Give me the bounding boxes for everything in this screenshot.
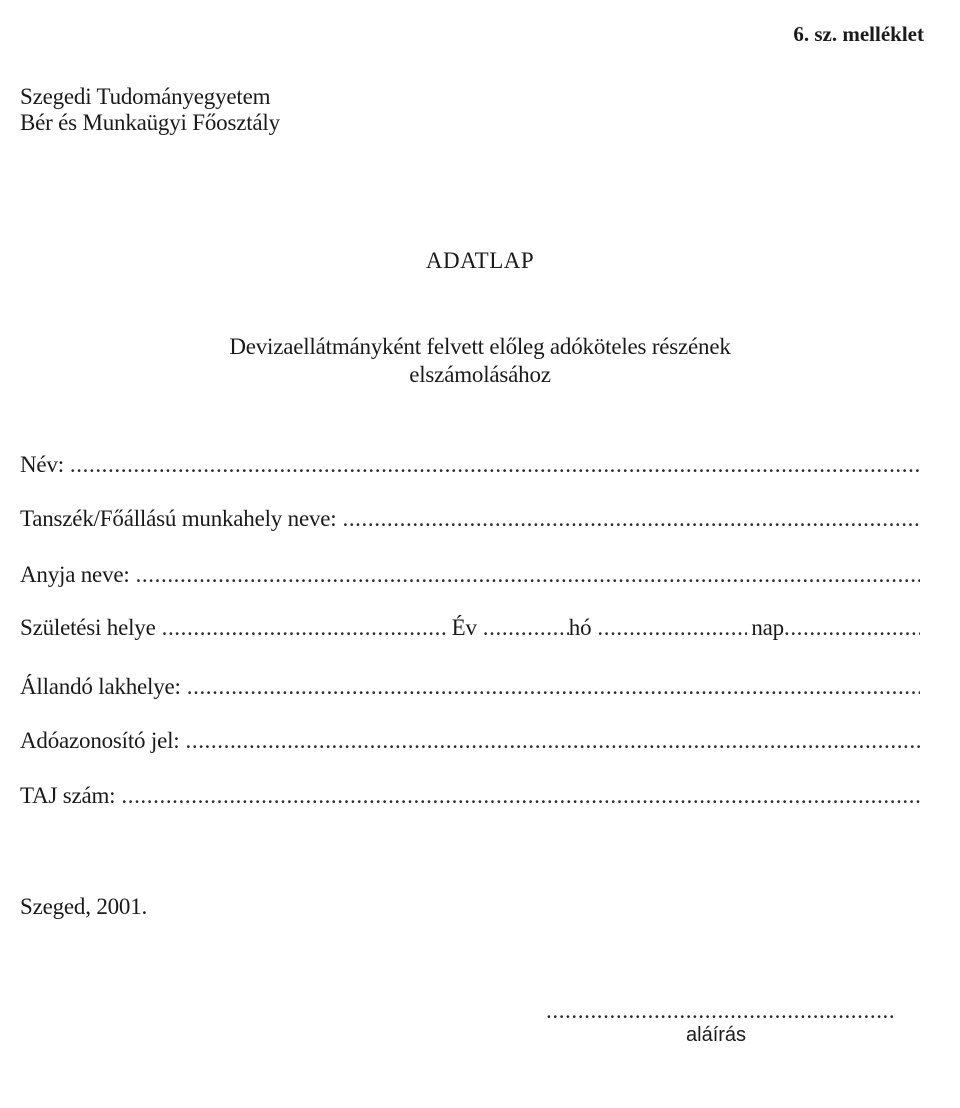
taj-field-row <box>20 783 920 815</box>
birth-year-blank[interactable] <box>483 615 569 641</box>
tax-id-blank[interactable] <box>186 728 921 754</box>
annex-label: 6. sz. melléklet <box>793 22 924 46</box>
birthplace-label: Születési helye <box>20 615 156 640</box>
address-label: Állandó lakhelye: <box>20 674 181 699</box>
birthplace-blank[interactable] <box>162 615 448 641</box>
birth-field-row <box>20 615 920 647</box>
tax-id-label: Adóazonosító jel: <box>20 728 180 753</box>
form-title: ADATLAP <box>425 248 535 273</box>
address-blank[interactable] <box>187 674 920 700</box>
birth-year-label: Év <box>451 615 477 640</box>
birth-month-blank[interactable] <box>597 615 747 641</box>
birth-day-label: nap <box>751 615 784 640</box>
taj-label: TAJ szám: <box>20 783 116 808</box>
department-label: Tanszék/Főállású munkahely neve: <box>20 506 337 531</box>
mother-name-label: Anyja neve: <box>20 562 130 587</box>
department-name: Bér és Munkaügyi Főosztály <box>20 110 280 135</box>
form-subtitle-line1: Devizaellátmányként felvett előleg adóköteles részének <box>229 334 731 359</box>
name-field-row <box>20 452 920 484</box>
place-date: Szeged, 2001. <box>20 894 148 919</box>
signature-line[interactable] <box>546 998 894 1024</box>
birth-day-blank[interactable] <box>784 615 920 641</box>
tax-id-field-row <box>20 728 920 760</box>
taj-blank[interactable] <box>121 783 920 809</box>
mother-name-blank[interactable] <box>136 562 920 588</box>
name-blank[interactable] <box>70 452 920 478</box>
birth-month-label: hó <box>568 615 592 640</box>
signature-label: aláírás <box>686 1024 747 1046</box>
address-field-row <box>20 674 920 706</box>
organization-name: Szegedi Tudományegyetem <box>20 84 271 109</box>
mother-name-field-row <box>20 562 920 594</box>
department-field-row <box>20 506 920 538</box>
department-blank[interactable] <box>342 506 920 532</box>
form-subtitle-line2: elszámolásához <box>409 362 551 387</box>
name-label: Név: <box>20 452 64 477</box>
